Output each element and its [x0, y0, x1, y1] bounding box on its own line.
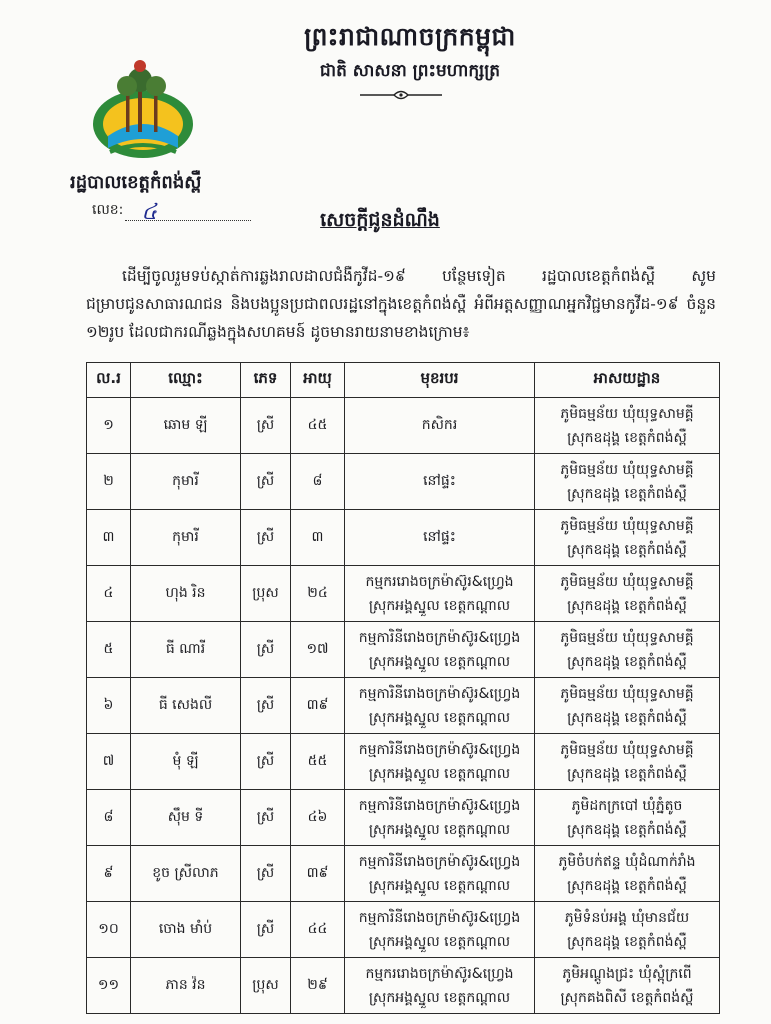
cell-name: ភាន វ៉ន [131, 958, 241, 1014]
cell-age: ៤៦ [291, 790, 345, 846]
address-line-2: ស្រុកឧដុង្គ ខេត្តកំពង់ស្ពឺ [567, 709, 687, 726]
address-line-1: ភូមិធម្មន័យ ឃុំយុទ្ធសាមគ្គី [560, 685, 694, 702]
address-line-2: ស្រុកឧដុង្គ ខេត្តកំពង់ស្ពឺ [567, 821, 687, 838]
address-line-2: ស្រុកឧដុង្គ ខេត្តកំពង់ស្ពឺ [567, 597, 687, 614]
cell-sex: ស្រី [241, 454, 291, 510]
cell-name: ហុង រិន [131, 566, 241, 622]
table-row [87, 902, 720, 958]
address-line-1: ភូមិដកក្របៅ ឃុំភ្នំតូច [571, 797, 683, 814]
address-line-2: ស្រុកឧដុង្គ ខេត្តកំពង់ស្ពឺ [567, 765, 687, 782]
cell-age: ៤៤ [291, 902, 345, 958]
table-row [87, 454, 720, 510]
cell-no: ៤ [87, 566, 131, 622]
occupation-line-2: ស្រុកអង្គស្នួល ខេត្តកណ្តាល [368, 877, 511, 894]
cell-address [535, 958, 720, 1014]
cell-sex: ប្រុស [241, 566, 291, 622]
cell-age: ៥៥ [291, 734, 345, 790]
cell-no: ៣ [87, 510, 131, 566]
cell-occupation [345, 790, 535, 846]
cell-name: កុមារី [131, 454, 241, 510]
occupation-line-2: ស្រុកអង្គស្នួល ខេត្តកណ្តាល [368, 709, 511, 726]
occupation-line-1: កម្មការិនីរោងចក្រម៉ាស៊ូរ&ហ្វ្រេង [358, 629, 521, 646]
cell-no: ១០ [87, 902, 131, 958]
table-row [87, 510, 720, 566]
cell-age: ៤៥ [291, 398, 345, 454]
address-line-1: ភូមិចំបក់ឥន្ទ ឃុំដំណាក់រាំង [558, 853, 696, 870]
cell-occupation: នៅផ្ទះ [345, 510, 535, 566]
cell-no: ១១ [87, 958, 131, 1014]
cell-name: ចោង មាំប់ [131, 902, 241, 958]
cell-name: ធី សេងលី [131, 678, 241, 734]
cell-sex: ស្រី [241, 846, 291, 902]
cell-occupation [345, 734, 535, 790]
cell-age: ៨ [291, 454, 345, 510]
header-occupation: មុខរបរ [345, 363, 535, 398]
table-row [87, 622, 720, 678]
address-line-2: ស្រុកឧដុង្គ ខេត្តកំពង់ស្ពឺ [567, 933, 687, 950]
notice-title: សេចក្តីជូនដំណឹង [320, 209, 440, 231]
cell-sex: ស្រី [241, 790, 291, 846]
cell-no: ១ [87, 398, 131, 454]
cell-address [535, 398, 720, 454]
cell-occupation: កសិករ [345, 398, 535, 454]
ornament-divider-icon [358, 90, 444, 100]
address-line-2: ស្រុកឧដុង្គ ខេត្តកំពង់ស្ពឺ [567, 485, 687, 502]
reference-dotted-line [125, 200, 251, 225]
address-line-1: ភូមិធម្មន័យ ឃុំយុទ្ធសាមគ្គី [560, 461, 694, 478]
cell-name: មុំ ឡី [131, 734, 241, 790]
table-header-row [87, 363, 720, 398]
address-line-2: ស្រុកឧដុង្គ ខេត្តកំពង់ស្ពឺ [567, 429, 687, 446]
occupation-line-1: កម្មកររោងចក្រម៉ាស៊ូរ&ហ្វ្រេង [365, 965, 514, 982]
cell-address [535, 790, 720, 846]
address-line-1: ភូមិអណ្តូងជ្រះ ឃុំស្ពុំក្រពើ [562, 965, 692, 982]
cell-no: ៧ [87, 734, 131, 790]
address-line-2: ស្រុកឧដុង្គ ខេត្តកំពង់ស្ពឺ [567, 653, 687, 670]
table-row [87, 566, 720, 622]
occupation-line-2: ស្រុកអង្គស្នួល ខេត្តកណ្តាល [368, 933, 511, 950]
occupation-line-1: កម្មកររោងចក្រម៉ាស៊ូរ&ហ្វ្រេង [365, 573, 514, 590]
cell-occupation: នៅផ្ទះ [345, 454, 535, 510]
cell-occupation [345, 622, 535, 678]
cell-sex: ស្រី [241, 734, 291, 790]
cell-address [535, 846, 720, 902]
cell-age: ៣៩ [291, 846, 345, 902]
table-row [87, 846, 720, 902]
occupation-line-2: ស្រុកអង្គស្នួល ខេត្តកណ្តាល [368, 989, 511, 1006]
cell-name: ធី ណារី [131, 622, 241, 678]
issuing-authority: រដ្ឋបាលខេត្តកំពង់ស្ពឺ [70, 172, 202, 193]
cell-address [535, 902, 720, 958]
cell-age: ៣៩ [291, 678, 345, 734]
cell-occupation [345, 902, 535, 958]
header-address: អាសយដ្ឋាន [535, 363, 720, 398]
cell-address [535, 566, 720, 622]
handwritten-reference-mark: ៤ [141, 200, 157, 225]
cell-sex: ស្រី [241, 622, 291, 678]
cell-no: ៦ [87, 678, 131, 734]
occupation-line-1: កម្មការិនីរោងចក្រម៉ាស៊ូរ&ហ្វ្រេង [358, 685, 521, 702]
cell-address [535, 734, 720, 790]
cell-name: កុមារី [131, 510, 241, 566]
notice-intro-paragraph: ដើម្បីចូលរួមទប់ស្កាត់ការឆ្លងរាលដាលជំងឺកូវីដ-១៩ បន្ថែមទៀត រដ្ឋបាលខេត្តកំពង់ស្ពឺ សូមជម្រាបជូនសាធារណជន និងបងប្អូនប្រជាពលរដ្ឋនៅក្នុងខេត្តកំពង់ស្ពឺ អំពីអត្តសញ្ញាណអ្នកវិជ្ជមានកូវីដ-១៩ ចំនួន ១២រូប ដែលជាករណីឆ្លងក្នុងសហគមន៍ ដូចមានរាយនាមខាងក្រោម៖ [86, 267, 716, 341]
header-age: អាយុ [291, 363, 345, 398]
kingdom-heading: ព្រះរាជាណាចក្រកម្ពុជា [304, 22, 516, 51]
cell-no: ៩ [87, 846, 131, 902]
address-line-1: ភូមិធម្មន័យ ឃុំយុទ្ធសាមគ្គី [560, 629, 694, 646]
address-line-2: ស្រុកគងពិសី ខេត្តកំពង់ស្ពឺ [560, 989, 694, 1006]
occupation-line-1: កម្មការិនីរោងចក្រម៉ាស៊ូរ&ហ្វ្រេង [358, 853, 521, 870]
cell-no: ៥ [87, 622, 131, 678]
cell-age: ២៩ [291, 958, 345, 1014]
cell-age: ៣ [291, 510, 345, 566]
cell-age: ១៧ [291, 622, 345, 678]
table-row [87, 734, 720, 790]
table-row [87, 678, 720, 734]
cell-name: ស៊ឹម ទី [131, 790, 241, 846]
reference-label: លេខ: [92, 202, 124, 218]
header-no: ល.រ [87, 363, 131, 398]
occupation-line-2: ស្រុកអង្គស្នួល ខេត្តកណ្តាល [368, 597, 511, 614]
address-line-1: ភូមិធម្មន័យ ឃុំយុទ្ធសាមគ្គី [560, 741, 694, 758]
cell-sex: ស្រី [241, 398, 291, 454]
address-line-1: ភូមិធម្មន័យ ឃុំយុទ្ធសាមគ្គី [560, 517, 694, 534]
cell-no: ២ [87, 454, 131, 510]
cell-sex: ស្រី [241, 902, 291, 958]
cell-sex: ស្រី [241, 678, 291, 734]
table-row [87, 958, 720, 1014]
header-sex: ភេទ [241, 363, 291, 398]
address-line-1: ភូមិទំនប់អង្គ ឃុំមានជ័យ [564, 909, 690, 926]
cell-address [535, 678, 720, 734]
national-motto: ជាតិ សាសនា ព្រះមហាក្សត្រ [319, 61, 501, 81]
table-row [87, 790, 720, 846]
cell-no: ៨ [87, 790, 131, 846]
cell-address [535, 454, 720, 510]
cell-occupation [345, 566, 535, 622]
cell-sex: ប្រុស [241, 958, 291, 1014]
cell-name: ឆោម ឡី [131, 398, 241, 454]
cell-sex: ស្រី [241, 510, 291, 566]
table-row [87, 398, 720, 454]
occupation-line-1: កម្មការិនីរោងចក្រម៉ាស៊ូរ&ហ្វ្រេង [358, 797, 521, 814]
cell-address [535, 510, 720, 566]
occupation-line-2: ស្រុកអង្គស្នួល ខេត្តកណ្តាល [368, 653, 511, 670]
cell-address [535, 622, 720, 678]
cell-occupation [345, 846, 535, 902]
address-line-2: ស្រុកឧដុង្គ ខេត្តកំពង់ស្ពឺ [567, 877, 687, 894]
address-line-1: ភូមិធម្មន័យ ឃុំយុទ្ធសាមគ្គី [560, 405, 694, 422]
cell-age: ២៤ [291, 566, 345, 622]
occupation-line-1: កម្មការិនីរោងចក្រម៉ាស៊ូរ&ហ្វ្រេង [358, 909, 521, 926]
cell-occupation [345, 958, 535, 1014]
occupation-line-2: ស្រុកអង្គស្នួល ខេត្តកណ្តាល [368, 765, 511, 782]
province-emblem-icon [88, 52, 198, 162]
reference-number [92, 200, 251, 225]
occupation-line-2: ស្រុកអង្គស្នួល ខេត្តកណ្តាល [368, 821, 511, 838]
cases-table [86, 362, 720, 1014]
occupation-line-1: កម្មការិនីរោងចក្រម៉ាស៊ូរ&ហ្វ្រេង [358, 741, 521, 758]
cell-name: ខូច ស្រីលាភ [131, 846, 241, 902]
header-name: ឈ្មោះ [131, 363, 241, 398]
address-line-1: ភូមិធម្មន័យ ឃុំយុទ្ធសាមគ្គី [560, 573, 694, 590]
cell-occupation [345, 678, 535, 734]
address-line-2: ស្រុកឧដុង្គ ខេត្តកំពង់ស្ពឺ [567, 541, 687, 558]
